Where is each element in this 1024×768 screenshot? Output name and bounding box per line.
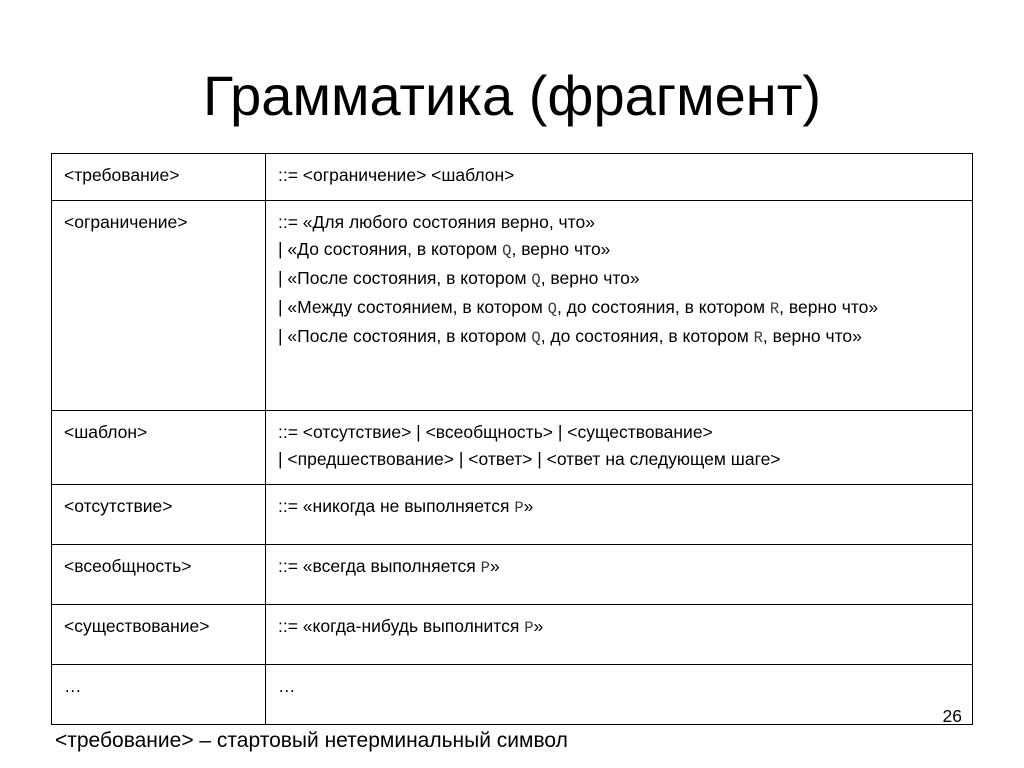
rule-nonterminal: <шаблон>	[52, 411, 266, 485]
rule-definition	[266, 545, 973, 605]
rule-text: , до состояния, в котором	[556, 297, 770, 317]
footnote: <требование> – стартовый нетерминальный символ	[55, 729, 568, 752]
rule-definition	[266, 605, 973, 665]
variable-symbol: R	[769, 300, 780, 318]
rule-alternative	[278, 673, 960, 700]
rule-alternative	[278, 294, 960, 323]
rule-nonterminal: …	[52, 665, 266, 725]
rule-text: »	[489, 556, 500, 576]
rule-text: | «После состояния, в котором	[278, 268, 532, 288]
rule-text: , до состояния, в котором	[540, 326, 754, 346]
grammar-rule-row	[52, 154, 973, 201]
rule-text: ::= «никогда не выполняется	[278, 496, 515, 516]
grammar-rule-row	[52, 485, 973, 545]
rule-text: | «После состояния, в котором	[278, 326, 532, 346]
rule-text: , верно что»	[779, 297, 879, 317]
rule-definition	[266, 201, 973, 411]
rule-text: ::= «всегда выполняется	[278, 556, 481, 576]
rule-nonterminal: <требование>	[52, 154, 266, 201]
variable-symbol: P	[480, 559, 490, 577]
rule-nonterminal: <отсутствие>	[52, 485, 266, 545]
grammar-table	[51, 153, 973, 725]
variable-symbol: R	[753, 329, 763, 347]
rule-alternative	[278, 162, 960, 189]
rule-alternative	[278, 446, 960, 473]
rule-definition	[266, 665, 973, 725]
rule-text: | <предшествование> | <ответ> | <ответ на следующем шаге>	[278, 449, 781, 469]
grammar-rule-row	[52, 665, 973, 725]
rule-text: | «Между состоянием, в котором	[278, 297, 548, 317]
rule-alternative	[278, 265, 960, 294]
variable-symbol: P	[514, 499, 524, 517]
rule-alternative	[278, 209, 960, 236]
grammar-rule-row	[52, 545, 973, 605]
rule-alternative	[278, 553, 960, 582]
variable-symbol: P	[524, 619, 534, 637]
rule-text: ::= <отсутствие> | <всеобщность> | <существование>	[278, 422, 713, 442]
rule-text: ::= «когда-нибудь выполнится	[278, 616, 525, 636]
rule-text: »	[533, 616, 544, 636]
rule-text: ::= <ограничение> <шаблон>	[278, 165, 515, 185]
grammar-table-body	[52, 154, 973, 725]
rule-text: ::= «Для любого состояния верно, что»	[278, 212, 595, 232]
variable-symbol: Q	[547, 300, 557, 318]
page-number: 26	[942, 706, 962, 726]
rule-alternative	[278, 236, 960, 265]
rule-definition	[266, 411, 973, 485]
rule-text: , верно что»	[762, 326, 862, 346]
grammar-rule-row	[52, 605, 973, 665]
rule-alternative	[278, 323, 960, 352]
grammar-rule-row	[52, 411, 973, 485]
slide-title: Грамматика (фрагмент)	[202, 64, 822, 127]
rule-text: »	[523, 496, 534, 516]
rule-nonterminal: <существование>	[52, 605, 266, 665]
variable-symbol: Q	[531, 271, 541, 289]
rule-alternative	[278, 493, 960, 522]
rule-definition	[266, 485, 973, 545]
rule-text: , верно что»	[540, 268, 640, 288]
rule-alternative	[278, 419, 960, 446]
variable-symbol: Q	[502, 242, 512, 260]
grammar-rule-row	[52, 201, 973, 411]
rule-text: …	[278, 676, 296, 696]
rule-text: | «До состояния, в котором	[278, 239, 503, 259]
rule-nonterminal: <всеобщность>	[52, 545, 266, 605]
rule-alternative	[278, 613, 960, 642]
variable-symbol: Q	[531, 329, 541, 347]
rule-definition	[266, 154, 973, 201]
rule-text: , верно что»	[511, 239, 611, 259]
rule-nonterminal: <ограничение>	[52, 201, 266, 411]
